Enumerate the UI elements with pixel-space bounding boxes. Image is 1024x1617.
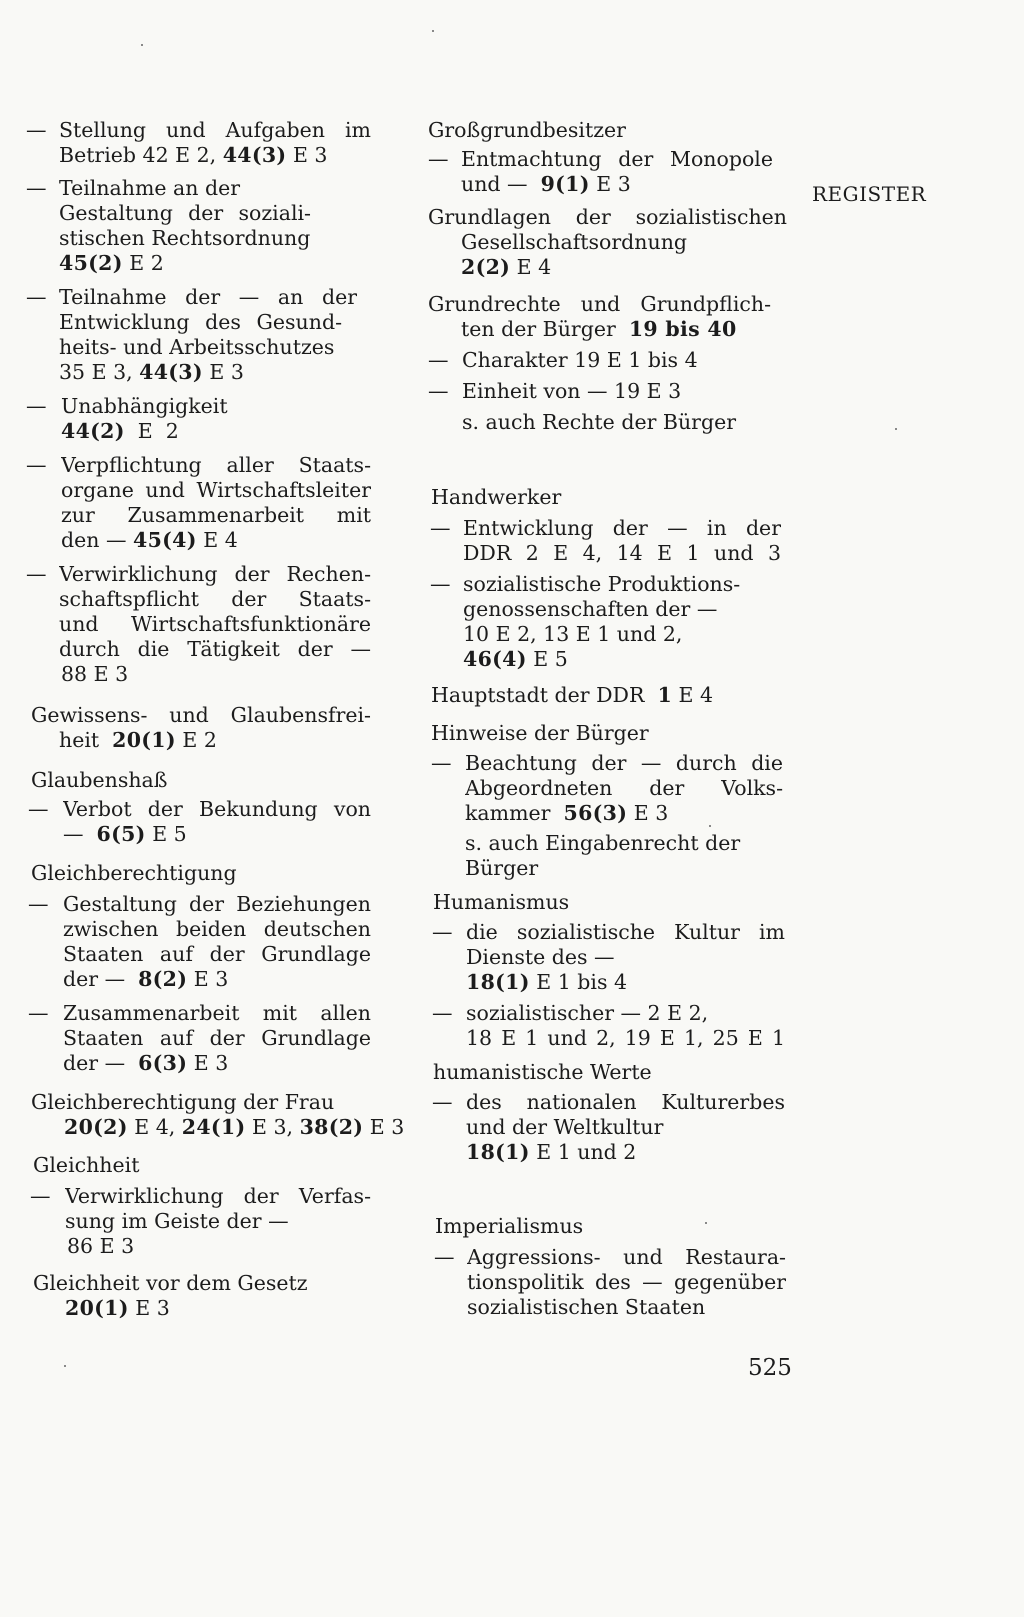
subentry-text: Entwicklung des Gesund-	[59, 310, 342, 334]
heading-text: Gleichheit	[33, 1153, 140, 1177]
subentry-text: Aggressions- und Restaura-	[467, 1245, 786, 1269]
heading-text: 2(2) E 4	[461, 255, 552, 279]
heading-text: heit 20(1) E 2	[59, 728, 217, 752]
heading-text: Humanismus	[433, 890, 570, 914]
subentry-text: Verwirklichung der Rechen-	[59, 562, 371, 586]
subentry-text: schaftspflicht der Staats-	[59, 587, 371, 611]
dash-marker: —	[28, 797, 49, 821]
dash-marker: —	[432, 920, 453, 944]
article-ref: 6(5)	[96, 822, 146, 846]
subentry-text: und der Weltkultur	[466, 1115, 664, 1139]
heading-text: Handwerker	[431, 485, 562, 509]
scan-speck	[895, 428, 897, 430]
heading-text: Hinweise der Bürger	[431, 721, 649, 745]
dash-marker: —	[432, 1090, 453, 1114]
subentry-text: Gestaltung der soziali-	[59, 201, 311, 225]
article-ref: 44(3)	[222, 143, 287, 167]
article-ref: 20(1)	[65, 1296, 129, 1320]
see-also-text: Bürger	[465, 856, 539, 880]
heading-text: Imperialismus	[435, 1214, 584, 1238]
subentry-text: sozialistischer — 2 E 2,	[466, 1001, 709, 1025]
subentry-text: heits- und Arbeitsschutzes	[59, 335, 335, 359]
heading-text: Grundlagen der sozialistischen	[428, 205, 787, 229]
subentry-text: 18(1) E 1 und 2	[466, 1140, 637, 1164]
subentry-text: stischen Rechtsordnung	[59, 226, 311, 250]
subentry-text: Verwirklichung der Verfas-	[65, 1184, 371, 1208]
subentry-text: Verpflichtung aller Staats-	[61, 453, 371, 477]
dash-marker: —	[434, 1245, 455, 1269]
dash-marker: —	[430, 572, 451, 596]
heading-text: Grundrechte und Grundpflich-	[428, 292, 771, 316]
subentry-text: 86 E 3	[67, 1234, 135, 1258]
subentry-text: Entmachtung der Monopole	[461, 147, 773, 171]
subentry-text: Zusammenarbeit mit allen	[63, 1001, 371, 1025]
see-also-text: s. auch Eingabenrecht der	[465, 831, 741, 855]
subentry-text: zur Zusammenarbeit mit	[61, 503, 371, 527]
scan-speck	[141, 44, 143, 46]
article-ref: 20(1)	[112, 728, 176, 752]
heading-text: Großgrundbesitzer	[428, 118, 626, 142]
subentry-text: Gestaltung der Beziehungen	[63, 892, 371, 916]
subentry-text: Einheit von — 19 E 3	[462, 379, 682, 403]
subentry-text: durch die Tätigkeit der —	[59, 637, 371, 661]
dash-marker: —	[428, 147, 449, 171]
heading-text: Hauptstadt der DDR 1 E 4	[431, 683, 714, 707]
article-ref: 56(3)	[563, 801, 628, 825]
heading-text: Gesellschaftsordnung	[461, 230, 688, 254]
subentry-text: organe und Wirtschaftsleiter	[61, 478, 371, 502]
heading-text: ten der Bürger 19 bis 40	[461, 317, 737, 341]
subentry-text: Staaten auf der Grundlage	[63, 942, 371, 966]
article-ref: 19 bis 40	[628, 317, 737, 341]
heading-text: 20(2) E 4, 24(1) E 3, 38(2) E 3	[64, 1115, 405, 1139]
article-ref: 2(2)	[461, 255, 511, 279]
subentry-text: Charakter 19 E 1 bis 4	[462, 348, 698, 372]
see-also-text: s. auch Rechte der Bürger	[462, 410, 737, 434]
subentry-text: Entwicklung der — in der	[463, 516, 781, 540]
article-ref: 20(2)	[64, 1115, 128, 1139]
dash-marker: —	[431, 751, 452, 775]
subentry-text: den — 45(4) E 4	[61, 528, 238, 552]
scan-speck	[709, 825, 711, 827]
subentry-text: Abgeordneten der Volks-	[465, 776, 783, 800]
dash-marker: —	[26, 118, 47, 142]
subentry-text: sozialistische Produktions-	[463, 572, 741, 596]
subentry-text: des nationalen Kulturerbes	[466, 1090, 785, 1114]
running-header: REGISTER	[812, 182, 927, 206]
dash-marker: —	[28, 1001, 49, 1025]
article-ref: 6(3)	[138, 1051, 188, 1075]
subentry-text: DDR 2 E 4, 14 E 1 und 3	[463, 541, 781, 565]
subentry-text: Unabhängigkeit	[61, 394, 228, 418]
subentry-text: 45(2) E 2	[59, 251, 164, 275]
subentry-text: kammer 56(3) E 3	[465, 801, 669, 825]
subentry-text: tionspolitik des — gegenüber	[467, 1270, 786, 1294]
subentry-text: sung im Geiste der —	[65, 1209, 289, 1233]
subentry-text: 18(1) E 1 bis 4	[466, 970, 628, 994]
article-ref: 18(1)	[466, 1140, 530, 1164]
article-ref: 38(2)	[299, 1115, 364, 1139]
dash-marker: —	[26, 453, 47, 477]
subentry-text: Verbot der Bekundung von	[63, 797, 371, 821]
subentry-text: Teilnahme an der	[59, 176, 241, 200]
heading-text: humanistische Werte	[433, 1060, 652, 1084]
subentry-text: 35 E 3, 44(3) E 3	[59, 360, 244, 384]
dash-marker: —	[28, 892, 49, 916]
subentry-text: zwischen beiden deutschen	[63, 917, 371, 941]
dash-marker: —	[26, 176, 47, 200]
subentry-text: Teilnahme der — an der	[59, 285, 357, 309]
subentry-text: und — 9(1) E 3	[461, 172, 631, 196]
article-ref: 44(2)	[61, 419, 125, 443]
heading-text: Gleichberechtigung der Frau	[31, 1090, 335, 1114]
subentry-text: Dienste des —	[466, 945, 615, 969]
scan-speck	[64, 1365, 66, 1367]
subentry-text: der — 6(3) E 3	[63, 1051, 229, 1075]
scan-speck	[705, 1222, 707, 1224]
heading-text: Glaubenshaß	[31, 768, 168, 792]
subentry-text: der — 8(2) E 3	[63, 967, 229, 991]
scan-speck	[432, 30, 434, 32]
dash-marker: —	[30, 1184, 51, 1208]
subentry-text: Betrieb 42 E 2, 44(3) E 3	[59, 143, 328, 167]
article-ref: 45(2)	[59, 251, 123, 275]
dash-marker: —	[432, 1001, 453, 1025]
page-number: 525	[748, 1355, 792, 1381]
dash-marker: —	[428, 348, 449, 372]
subentry-text: sozialistischen Staaten	[467, 1295, 706, 1319]
article-ref: 18(1)	[466, 970, 530, 994]
subentry-text: 10 E 2, 13 E 1 und 2,	[463, 622, 683, 646]
dash-marker: —	[430, 516, 451, 540]
subentry-text: 44(2) E 2	[61, 419, 179, 443]
subentry-text: 46(4) E 5	[463, 647, 568, 671]
article-ref: 9(1)	[540, 172, 590, 196]
article-ref: 44(3)	[139, 360, 203, 384]
article-ref: 24(1)	[181, 1115, 246, 1139]
subentry-text: 88 E 3	[61, 662, 129, 686]
subentry-text: und Wirtschaftsfunktionäre	[59, 612, 371, 636]
heading-text: Gewissens- und Glaubensfrei-	[31, 703, 371, 727]
article-ref: 45(4)	[133, 528, 197, 552]
subentry-text: genossenschaften der —	[463, 597, 718, 621]
heading-text: 20(1) E 3	[65, 1296, 170, 1320]
heading-text: Gleichberechtigung	[31, 861, 237, 885]
article-ref: 46(4)	[463, 647, 527, 671]
subentry-text: die sozialistische Kultur im	[466, 920, 785, 944]
subentry-text: Stellung und Aufgaben im	[59, 118, 371, 142]
subentry-text: — 6(5) E 5	[63, 822, 187, 846]
subentry-text: 18 E 1 und 2, 19 E 1, 25 E 1	[466, 1026, 785, 1050]
dash-marker: —	[428, 379, 449, 403]
heading-text: Gleichheit vor dem Gesetz	[33, 1271, 308, 1295]
article-ref: 1	[657, 683, 673, 707]
dash-marker: —	[26, 562, 47, 586]
article-ref: 8(2)	[138, 967, 188, 991]
subentry-text: Staaten auf der Grundlage	[63, 1026, 371, 1050]
dash-marker: —	[26, 285, 47, 309]
dash-marker: —	[26, 394, 47, 418]
subentry-text: Beachtung der — durch die	[465, 751, 783, 775]
